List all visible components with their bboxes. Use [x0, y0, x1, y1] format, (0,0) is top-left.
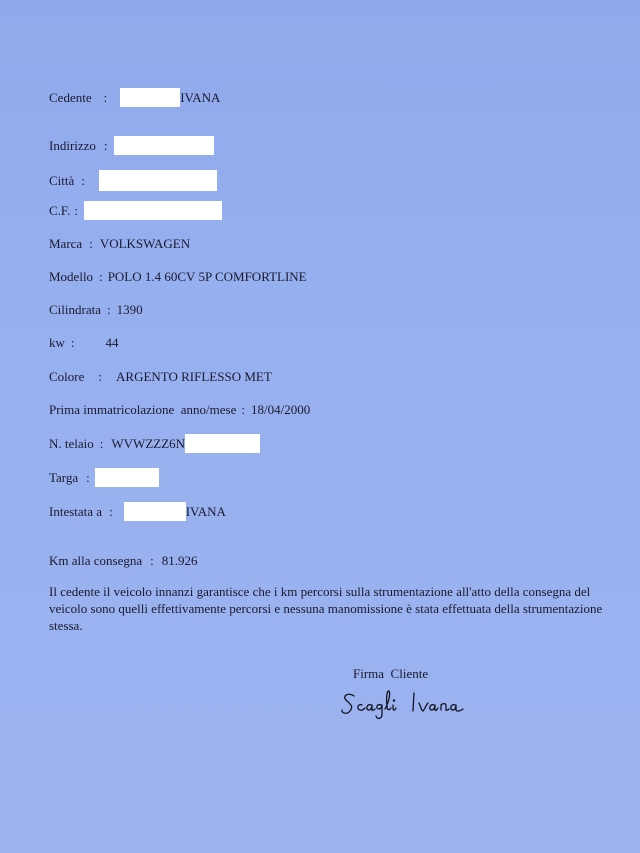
handwritten-signature: [338, 684, 468, 724]
marca-row: [49, 236, 190, 252]
km-row: [49, 553, 198, 569]
targa-row: [49, 468, 159, 487]
cilindrata-row: [49, 302, 143, 318]
immatricolazione-label: Prima immatricolazione anno/mese: [49, 402, 237, 417]
cedente-label: Cedente: [49, 89, 92, 105]
kw-sep: :: [70, 335, 75, 350]
colore-sep: :: [98, 369, 103, 384]
marca-sep: :: [89, 236, 93, 251]
intestata-row: [49, 502, 226, 521]
redacted-vin-suffix: [185, 434, 260, 453]
cedente-row: [49, 88, 220, 107]
indirizzo-row: [49, 136, 214, 155]
immatricolazione-sep: :: [241, 402, 245, 417]
colore-label: Colore: [49, 369, 85, 384]
targa-sep: :: [86, 469, 90, 485]
colore-row: [49, 369, 272, 385]
modello-row: [49, 269, 307, 285]
indirizzo-label: Indirizzo: [49, 137, 96, 153]
km-label: Km alla consegna: [49, 553, 143, 568]
kw-value: 44: [105, 335, 119, 350]
signature-label: Firma Cliente: [353, 666, 429, 681]
kw-label: kw: [49, 335, 65, 350]
cf-sep: :: [74, 202, 78, 218]
redacted-owner-surname: [124, 502, 186, 521]
telaio-value: WVWZZZ6N: [111, 435, 186, 451]
cedente-sep: :: [103, 89, 108, 105]
cf-row: [49, 201, 222, 220]
modello-sep: :: [99, 269, 103, 284]
citta-row: [49, 170, 217, 191]
kw-row: [49, 335, 119, 351]
citta-sep: :: [81, 172, 85, 188]
km-sep: :: [150, 553, 154, 568]
telaio-sep: :: [99, 435, 104, 451]
intestata-value: IVANA: [185, 503, 226, 519]
immatricolazione-row: [49, 402, 310, 418]
immatricolazione-value: 18/04/2000: [250, 402, 311, 417]
cilindrata-label: Cilindrata: [49, 302, 101, 317]
redacted-city: [99, 170, 217, 191]
modello-value: POLO 1.4 60CV 5P COMFORTLINE: [107, 269, 307, 284]
cf-label: C.F.: [49, 202, 71, 218]
modello-label: Modello: [49, 269, 94, 284]
indirizzo-sep: :: [103, 137, 108, 153]
citta-label: Città: [49, 172, 75, 188]
km-value: 81.926: [161, 553, 198, 568]
redacted-address: [114, 136, 214, 155]
intestata-label: Intestata a: [49, 503, 103, 519]
redacted-tax-code: [84, 201, 222, 220]
cedente-value: IVANA: [180, 89, 221, 105]
intestata-sep: :: [109, 503, 113, 519]
redacted-plate: [95, 468, 159, 487]
redacted-surname: [120, 88, 180, 107]
declaration-text: Il cedente il veicolo innanzi garantisce che i km percorsi sulla strumentazione all'atto della consegna del veicolo sono quelli effettivamente percorsi e nessuna manomissione è stata effettuata della strumentazione stessa.: [49, 584, 603, 633]
targa-label: Targa: [49, 469, 79, 485]
marca-value: VOLKSWAGEN: [99, 236, 191, 251]
telaio-row: [49, 434, 260, 453]
marca-label: Marca: [49, 236, 83, 251]
telaio-label: N. telaio: [49, 435, 94, 451]
cilindrata-sep: :: [107, 302, 111, 317]
colore-value: ARGENTO RIFLESSO MET: [116, 369, 272, 384]
cilindrata-value: 1390: [116, 302, 143, 317]
